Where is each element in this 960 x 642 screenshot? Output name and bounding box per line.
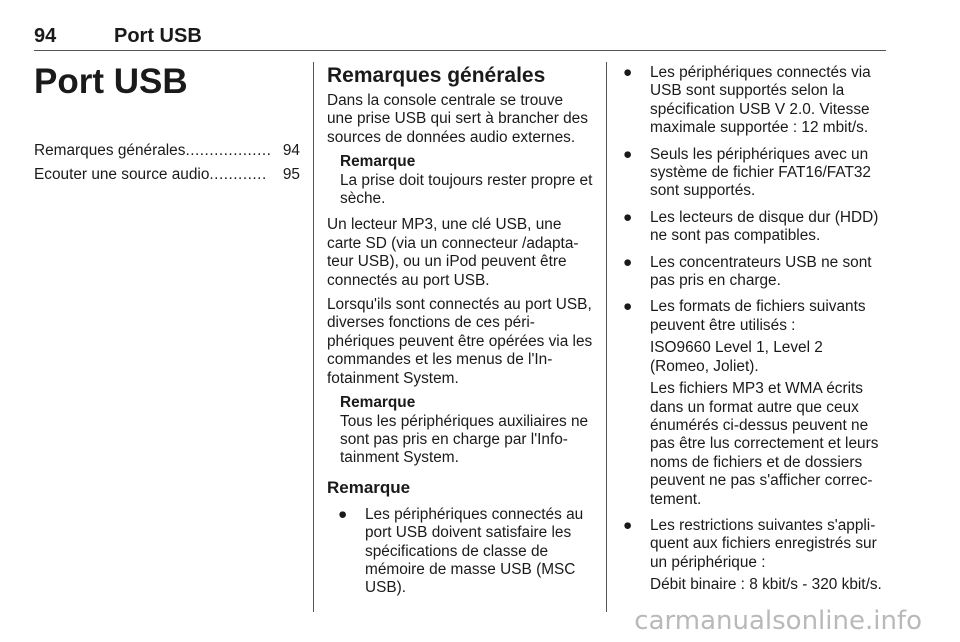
note-text: Tous les périphériques auxiliaires ne sont pas pris en charge par l'Info-tainment System. xyxy=(340,412,589,467)
bullet-icon: ● xyxy=(623,516,633,534)
list-item xyxy=(620,254,886,291)
list-item-text: Seuls les périphériques avec un système de fichier FAT16/FAT32 sont supportés. xyxy=(650,145,871,200)
note-block xyxy=(340,394,593,468)
list-item-subparagraph: Les fichiers MP3 et WMA écrits dans un format autre que ceux énumérés ci-dessus peuvent ne pas être lus correctement et leurs noms de fichiers et de dossiers peuvent ne pas s'afficher correc-tement. xyxy=(650,380,879,508)
list-item-subparagraph: Débit binaire : 8 kbit/s - 320 kbit/s. xyxy=(650,576,882,594)
bullet-list xyxy=(327,506,593,598)
list-item-text: Les formats de fichiers suivants peuvent être utilisés : xyxy=(650,298,866,334)
list-item-text: Les périphériques connectés via USB sont supportés selon la spécification USB V 2.0. Vitesse maximale supportée : 12 mbit/s. xyxy=(650,64,871,137)
column-toc xyxy=(34,62,300,191)
note-text: La prise doit toujours rester propre et sèche. xyxy=(340,171,593,208)
bullet-icon: ● xyxy=(623,298,633,316)
paragraph-intro: Dans la console centrale se trouve une prise USB qui sert à brancher des sources de données audio externes. xyxy=(327,92,588,146)
bullet-icon: ● xyxy=(623,253,633,271)
list-item-text: Les lecteurs de disque dur (HDD) ne sont pas compatibles. xyxy=(650,208,879,245)
list-item-text: Les périphériques connectés au port USB doivent satisfaire les spécifications de classe de mémoire de masse USB (MSC USB). xyxy=(365,505,584,597)
toc-entry-page: 95 xyxy=(282,166,300,184)
running-title: Port USB xyxy=(114,25,202,47)
list-item-subparagraph: ISO9660 Level 1, Level 2 (Romeo, Joliet). xyxy=(650,339,823,375)
paragraph-functions: Lorsqu'ils sont connectés au port USB, diverses fonctions de ces péri-phériques peuvent être opérées via les commandes et les menus de l'In-fotainment System. xyxy=(327,296,593,387)
column-restrictions xyxy=(620,64,886,603)
note-block xyxy=(340,153,593,208)
toc-entry[interactable] xyxy=(34,142,300,160)
paragraph-devices: Un lecteur MP3, une clé USB, une carte SD (via un connecteur /adapta-teur USB), ou un iPod peuvent être connectés au port USB. xyxy=(327,216,579,289)
list-item-text: Les restrictions suivantes s'appli-quent aux fichiers enregistrés sur un périphérique : xyxy=(650,516,877,571)
list-item-text: Les concentrateurs USB ne sont pas pris en charge. xyxy=(650,253,872,290)
subheading: Remarque xyxy=(327,477,411,497)
page-number: 94 xyxy=(34,25,57,47)
toc-entry-label: Remarques générales xyxy=(34,142,186,159)
toc-entry[interactable] xyxy=(34,166,300,184)
column-divider-right xyxy=(606,62,607,612)
bullet-icon: ● xyxy=(623,145,633,163)
bullet-icon: ● xyxy=(623,208,633,226)
bullet-icon: ● xyxy=(623,64,633,81)
column-general-remarks xyxy=(327,64,593,606)
list-item xyxy=(335,506,593,598)
column-divider-left xyxy=(313,62,314,612)
list-item xyxy=(620,209,886,246)
toc-leader-dots: .................. xyxy=(185,142,272,159)
note-heading: Remarque xyxy=(340,153,416,171)
list-item xyxy=(620,517,886,595)
toc-entry-label: Ecouter une source audio xyxy=(34,166,210,184)
list-item xyxy=(620,64,886,138)
list-item xyxy=(620,298,886,508)
page-header xyxy=(34,25,886,51)
note-heading: Remarque xyxy=(340,394,416,412)
list-item xyxy=(620,146,886,201)
watermark-text: carmanualsonline.info xyxy=(634,606,922,636)
bullet-icon: ● xyxy=(338,505,348,523)
chapter-title: Port USB xyxy=(34,62,188,101)
bullet-list xyxy=(620,64,886,595)
section-title: Remarques générales xyxy=(327,64,546,87)
toc-entry-page: 94 xyxy=(282,142,300,159)
toc-leader-dots: ............ xyxy=(209,166,267,184)
